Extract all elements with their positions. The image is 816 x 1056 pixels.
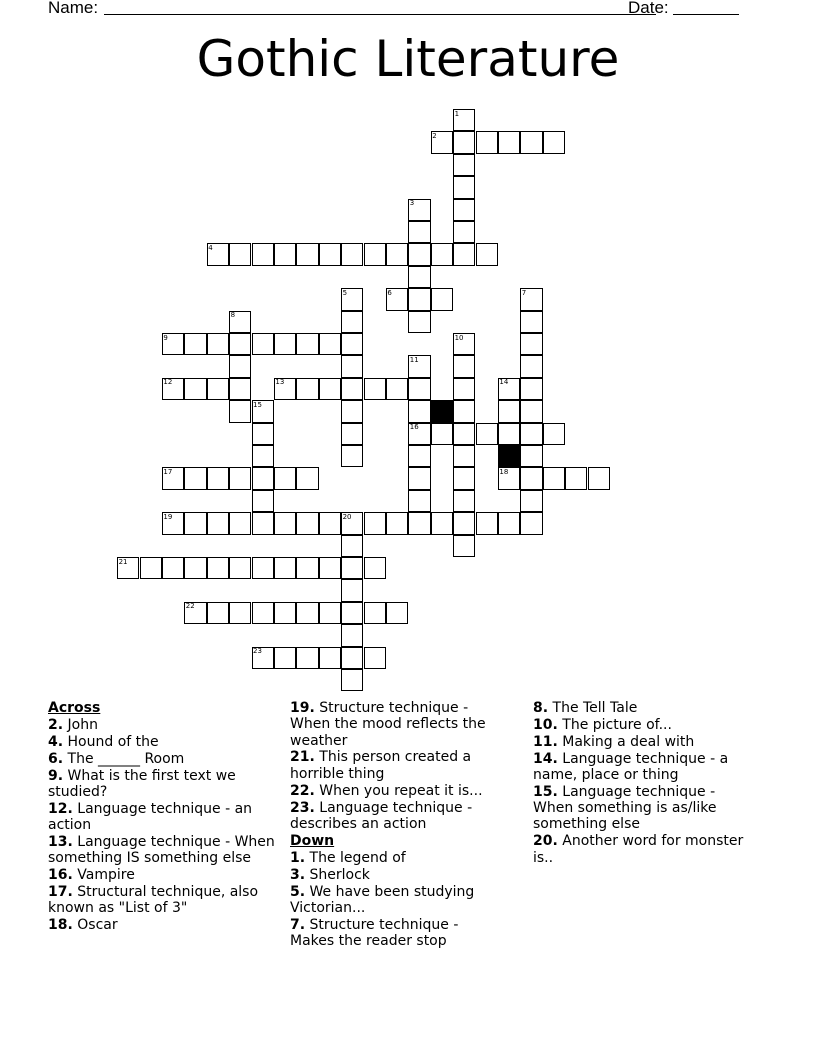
clue-number-label: 5. — [290, 883, 306, 900]
answer-cell[interactable] — [386, 602, 408, 624]
answer-cell[interactable] — [229, 602, 251, 624]
answer-cell[interactable] — [498, 400, 520, 422]
clue-text: The legend of — [309, 849, 406, 866]
answer-cell[interactable] — [252, 423, 274, 445]
answer-cell[interactable] — [341, 669, 363, 691]
clue-number: 16 — [409, 423, 419, 432]
clue-text: Language technique - When something IS something else — [48, 834, 275, 867]
clue-text: We have been studying Victorian... — [290, 883, 475, 916]
answer-cell[interactable] — [453, 512, 475, 534]
clue-text: The ______ Room — [67, 750, 185, 767]
clue-text: Structure technique - When the mood reflects the weather — [290, 700, 486, 749]
down-clue — [533, 751, 758, 784]
clue-number: 9 — [163, 333, 168, 342]
answer-cell[interactable] — [341, 445, 363, 467]
answer-cell[interactable] — [207, 378, 229, 400]
answer-cell[interactable] — [229, 333, 251, 355]
answer-cell[interactable] — [498, 512, 520, 534]
answer-cell[interactable] — [453, 131, 475, 153]
clue-number-label: 22. — [290, 782, 315, 799]
answer-cell[interactable] — [453, 467, 475, 489]
answer-cell[interactable] — [207, 557, 229, 579]
clue-number: 21 — [118, 557, 128, 566]
black-cell — [498, 445, 520, 467]
answer-cell[interactable] — [520, 512, 542, 534]
answer-cell[interactable] — [296, 512, 318, 534]
name-label: Name: — [48, 0, 99, 17]
answer-cell[interactable] — [408, 512, 430, 534]
clues-column-1 — [48, 700, 278, 934]
answer-cell[interactable] — [453, 221, 475, 243]
clue-text: The Tell Tale — [552, 700, 638, 716]
down-clue — [533, 717, 758, 733]
answer-cell[interactable] — [364, 647, 386, 669]
answer-cell[interactable] — [386, 243, 408, 265]
down-clue-list — [290, 850, 505, 950]
answer-cell[interactable] — [431, 423, 453, 445]
answer-cell[interactable] — [408, 221, 430, 243]
answer-cell[interactable] — [520, 378, 542, 400]
page-title: Gothic Literature — [196, 30, 620, 88]
clue-number-label: 4. — [48, 733, 64, 750]
answer-cell[interactable] — [229, 557, 251, 579]
clue-number: 19 — [163, 512, 173, 521]
answer-cell[interactable] — [140, 557, 162, 579]
answer-cell[interactable] — [252, 333, 274, 355]
clue-number-label: 20. — [533, 833, 558, 850]
answer-cell[interactable] — [476, 243, 498, 265]
clue-number: 15 — [253, 400, 262, 409]
answer-cell[interactable] — [543, 131, 565, 153]
answer-cell[interactable] — [453, 243, 475, 265]
answer-cell[interactable] — [207, 333, 229, 355]
answer-cell[interactable] — [184, 333, 206, 355]
clue-number: 4 — [208, 243, 213, 252]
clue-text: Making a deal with — [562, 733, 695, 750]
answer-cell[interactable] — [453, 378, 475, 400]
clue-number: 10 — [454, 333, 464, 342]
black-cell — [431, 400, 453, 422]
answer-cell[interactable] — [252, 490, 274, 512]
clue-number-label: 23. — [290, 799, 315, 816]
clue-number: 17 — [163, 467, 173, 476]
answer-cell[interactable] — [386, 378, 408, 400]
answer-cell[interactable] — [341, 535, 363, 557]
answer-cell[interactable] — [341, 243, 363, 265]
answer-cell[interactable] — [341, 400, 363, 422]
across-clue — [48, 751, 278, 767]
answer-cell[interactable] — [319, 647, 341, 669]
across-clue — [290, 749, 505, 782]
date-label: Date: — [628, 0, 669, 17]
clue-number-label: 3. — [290, 866, 306, 883]
answer-cell[interactable] — [296, 333, 318, 355]
clue-number-label: 9. — [48, 767, 64, 784]
clue-number: 23 — [253, 647, 262, 656]
answer-cell[interactable] — [364, 378, 386, 400]
clue-text: Another word for monster is.. — [533, 833, 744, 866]
answer-cell[interactable] — [364, 512, 386, 534]
clues-column-2 — [290, 700, 505, 950]
answer-cell[interactable] — [520, 423, 542, 445]
clue-number: 14 — [499, 378, 509, 387]
answer-cell[interactable] — [229, 400, 251, 422]
answer-cell[interactable] — [162, 557, 184, 579]
answer-cell[interactable] — [408, 243, 430, 265]
clue-text: This person created a horrible thing — [290, 749, 472, 782]
clue-text: Language technique - describes an action — [290, 799, 473, 832]
answer-cell[interactable] — [274, 243, 296, 265]
clue-number-label: 17. — [48, 884, 73, 901]
answer-cell[interactable] — [341, 423, 363, 445]
answer-cell[interactable] — [184, 378, 206, 400]
across-clue-list — [48, 717, 278, 934]
answer-cell[interactable] — [319, 378, 341, 400]
clue-number: 11 — [409, 355, 419, 364]
answer-cell[interactable] — [520, 400, 542, 422]
answer-cell[interactable] — [341, 579, 363, 601]
answer-cell[interactable] — [274, 647, 296, 669]
down-heading: Down — [290, 832, 335, 849]
clue-number-label: 6. — [48, 750, 64, 767]
clue-number-label: 12. — [48, 800, 73, 817]
answer-cell[interactable] — [520, 131, 542, 153]
answer-cell[interactable] — [229, 243, 251, 265]
answer-cell[interactable] — [252, 602, 274, 624]
clue-number: 22 — [185, 602, 195, 611]
clue-text: John — [67, 717, 98, 733]
answer-cell[interactable] — [207, 602, 229, 624]
clue-number: 18 — [499, 467, 509, 476]
across-clue — [48, 834, 278, 867]
answer-cell[interactable] — [364, 243, 386, 265]
across-clue — [48, 734, 278, 750]
answer-cell[interactable] — [498, 423, 520, 445]
answer-cell[interactable] — [252, 243, 274, 265]
answer-cell[interactable] — [543, 467, 565, 489]
answer-cell[interactable] — [520, 355, 542, 377]
answer-cell[interactable] — [341, 602, 363, 624]
across-clue — [48, 768, 278, 801]
answer-cell[interactable] — [229, 355, 251, 377]
answer-cell[interactable] — [274, 557, 296, 579]
answer-cell[interactable] — [453, 199, 475, 221]
answer-cell[interactable] — [408, 490, 430, 512]
clue-number-label: 19. — [290, 700, 315, 716]
answer-cell[interactable] — [341, 624, 363, 646]
down-clue — [290, 850, 505, 866]
clue-number: 12 — [163, 378, 173, 387]
across-clue — [48, 917, 278, 933]
clue-number-label: 10. — [533, 716, 558, 733]
clue-number-label: 7. — [290, 916, 306, 933]
answer-cell[interactable] — [207, 512, 229, 534]
across-clue — [48, 884, 278, 917]
answer-cell[interactable] — [520, 311, 542, 333]
clue-text: Structural technique, also known as "List of 3" — [48, 884, 259, 917]
down-clue — [533, 833, 758, 866]
clue-number-label: 1. — [290, 849, 306, 866]
clue-text: Vampire — [77, 867, 135, 884]
answer-cell[interactable] — [319, 602, 341, 624]
answer-cell[interactable] — [252, 512, 274, 534]
clue-number-label: 16. — [48, 867, 73, 884]
answer-cell[interactable] — [296, 557, 318, 579]
clue-text: What is the first text we studied? — [48, 767, 236, 800]
answer-cell[interactable] — [408, 378, 430, 400]
answer-cell[interactable] — [386, 512, 408, 534]
clue-number-label: 2. — [48, 717, 64, 733]
answer-cell[interactable] — [274, 602, 296, 624]
clue-number-label: 18. — [48, 917, 73, 934]
answer-cell[interactable] — [520, 467, 542, 489]
answer-cell[interactable] — [319, 243, 341, 265]
answer-cell[interactable] — [408, 266, 430, 288]
answer-cell[interactable] — [319, 333, 341, 355]
clue-number-label: 15. — [533, 783, 558, 800]
answer-cell[interactable] — [408, 311, 430, 333]
answer-cell[interactable] — [341, 647, 363, 669]
answer-cell[interactable] — [229, 512, 251, 534]
answer-cell[interactable] — [408, 445, 430, 467]
answer-cell[interactable] — [476, 423, 498, 445]
answer-cell[interactable] — [498, 131, 520, 153]
clue-number-label: 11. — [533, 733, 558, 750]
answer-cell[interactable] — [453, 355, 475, 377]
answer-cell[interactable] — [252, 557, 274, 579]
answer-cell[interactable] — [520, 490, 542, 512]
answer-cell[interactable] — [319, 557, 341, 579]
answer-cell[interactable] — [341, 557, 363, 579]
answer-cell[interactable] — [229, 467, 251, 489]
answer-cell[interactable] — [296, 647, 318, 669]
clue-number: 5 — [342, 288, 348, 297]
answer-cell[interactable] — [184, 467, 206, 489]
answer-cell[interactable] — [453, 445, 475, 467]
answer-cell[interactable] — [296, 602, 318, 624]
across-clue-list-cont — [290, 700, 505, 832]
answer-cell[interactable] — [184, 557, 206, 579]
answer-cell[interactable] — [431, 243, 453, 265]
answer-cell[interactable] — [453, 400, 475, 422]
answer-cell[interactable] — [207, 467, 229, 489]
down-clue — [533, 700, 758, 716]
clue-number: 6 — [387, 288, 392, 297]
down-clue — [533, 734, 758, 750]
answer-cell[interactable] — [543, 423, 565, 445]
answer-cell[interactable] — [274, 333, 296, 355]
clue-text: Language technique - an action — [48, 800, 253, 834]
answer-cell[interactable] — [408, 400, 430, 422]
clue-number-label: 8. — [533, 700, 549, 716]
answer-cell[interactable] — [520, 333, 542, 355]
answer-cell[interactable] — [453, 535, 475, 557]
answer-cell[interactable] — [453, 176, 475, 198]
clue-number: 1 — [454, 109, 460, 118]
answer-cell[interactable] — [274, 512, 296, 534]
across-clue — [48, 801, 278, 834]
clue-text: The picture of... — [562, 716, 672, 733]
answer-cell[interactable] — [341, 355, 363, 377]
clue-text: Language technique - When something is as/like something else — [533, 783, 717, 833]
clue-text: Oscar — [77, 917, 118, 934]
clue-number: 20 — [342, 512, 352, 521]
answer-cell[interactable] — [453, 154, 475, 176]
clue-text: Language technique - a name, place or thing — [533, 750, 729, 783]
answer-cell[interactable] — [341, 378, 363, 400]
clues-column-3 — [533, 700, 758, 867]
answer-cell[interactable] — [319, 512, 341, 534]
answer-cell[interactable] — [453, 490, 475, 512]
answer-cell[interactable] — [588, 467, 610, 489]
answer-cell[interactable] — [296, 378, 318, 400]
answer-cell[interactable] — [252, 467, 274, 489]
clue-number: 3 — [409, 199, 415, 208]
clue-number-label: 13. — [48, 834, 73, 851]
answer-cell[interactable] — [431, 288, 453, 310]
across-clue — [290, 783, 505, 799]
answer-cell[interactable] — [476, 512, 498, 534]
answer-cell[interactable] — [296, 467, 318, 489]
clue-number: 8 — [230, 311, 236, 320]
answer-cell[interactable] — [341, 333, 363, 355]
clue-number-label: 21. — [290, 749, 315, 766]
answer-cell[interactable] — [274, 467, 296, 489]
answer-cell[interactable] — [252, 445, 274, 467]
answer-cell[interactable] — [520, 445, 542, 467]
across-clue — [48, 717, 278, 733]
answer-cell[interactable] — [431, 512, 453, 534]
clue-text: When you repeat it is... — [319, 782, 483, 799]
answer-cell[interactable] — [453, 423, 475, 445]
answer-cell[interactable] — [341, 311, 363, 333]
clue-number-label: 14. — [533, 750, 558, 767]
answer-cell[interactable] — [565, 467, 587, 489]
clue-number: 7 — [521, 288, 527, 297]
answer-cell[interactable] — [229, 378, 251, 400]
answer-cell[interactable] — [184, 512, 206, 534]
across-heading: Across — [48, 700, 101, 716]
across-clue — [290, 700, 505, 749]
down-clue — [290, 867, 505, 883]
clue-text: Structure technique - Makes the reader stop — [290, 916, 459, 950]
clue-number: 2 — [432, 131, 437, 140]
down-clue — [290, 884, 505, 917]
clue-number: 13 — [275, 378, 285, 387]
clue-text: Sherlock — [309, 866, 370, 883]
answer-cell[interactable] — [296, 243, 318, 265]
answer-cell[interactable] — [476, 131, 498, 153]
answer-cell[interactable] — [364, 602, 386, 624]
down-clue-list-cont — [533, 700, 758, 866]
across-clue — [290, 800, 505, 833]
answer-cell[interactable] — [364, 557, 386, 579]
answer-cell[interactable] — [408, 288, 430, 310]
down-clue — [290, 917, 505, 950]
answer-cell[interactable] — [408, 467, 430, 489]
down-clue — [533, 784, 758, 833]
across-clue — [48, 867, 278, 883]
clue-text: Hound of the — [67, 733, 159, 750]
